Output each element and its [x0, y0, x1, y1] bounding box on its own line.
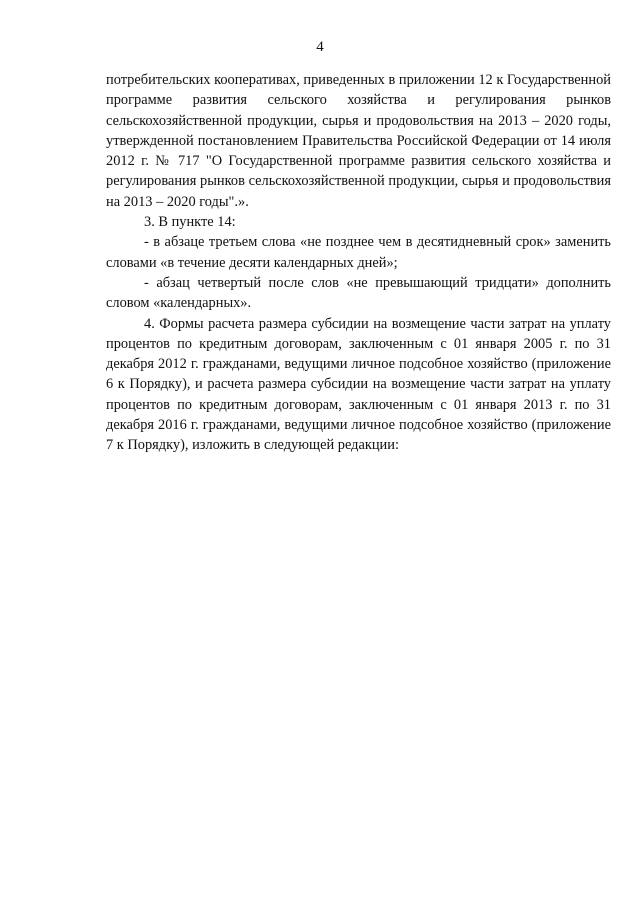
paragraph-item-4: 4. Формы расчета размера субсидии на возмещение части затрат на уплату процентов по кредитным договорам, заключенным с 01 января 2005 г. по 31 декабря 2012 г. гражданами, ведущими личное подсобное хозяйство (приложение 6 к Порядку), и расчета размера субсидии на возмещение части затрат на уплату процентов по кредитным договорам, заключенным с 01 января 2013 г. по 31 декабря 2016 г. гражданами, ведущими личное подсобное хозяйство (приложение 7 к Порядку), изложить в следующей редакции: — [106, 315, 611, 454]
page-number: 4 — [316, 39, 324, 55]
paragraph-item-3: 3. В пункте 14: — [144, 214, 236, 231]
document-body — [106, 70, 611, 456]
paragraph-item-3-sub-2: - абзац четвертый после слов «не превышающий тридцати» дополнить словом «календарных». — [106, 274, 611, 312]
paragraph-item-3-sub-1: - в абзаце третьем слова «не позднее чем в десятидневный срок» заменить словами «в течение десяти календарных дней»; — [106, 234, 611, 271]
paragraph-continuation: потребительских кооперативах, приведенных в приложении 12 к Государственной программе развития сельского хозяйства и регулирования рынков сельскохозяйственной продукции, сырья и продовольствия на 2013 – 2020 годы, утвержденной постановлением Правительства Российской Федерации от 14 июля 2012 г. № 717 "О Государственной программе развития сельского хозяйства и регулирования рынков сельскохозяйственной продукции, сырья и продовольствия на 2013 – 2020 годы".». — [106, 72, 611, 210]
